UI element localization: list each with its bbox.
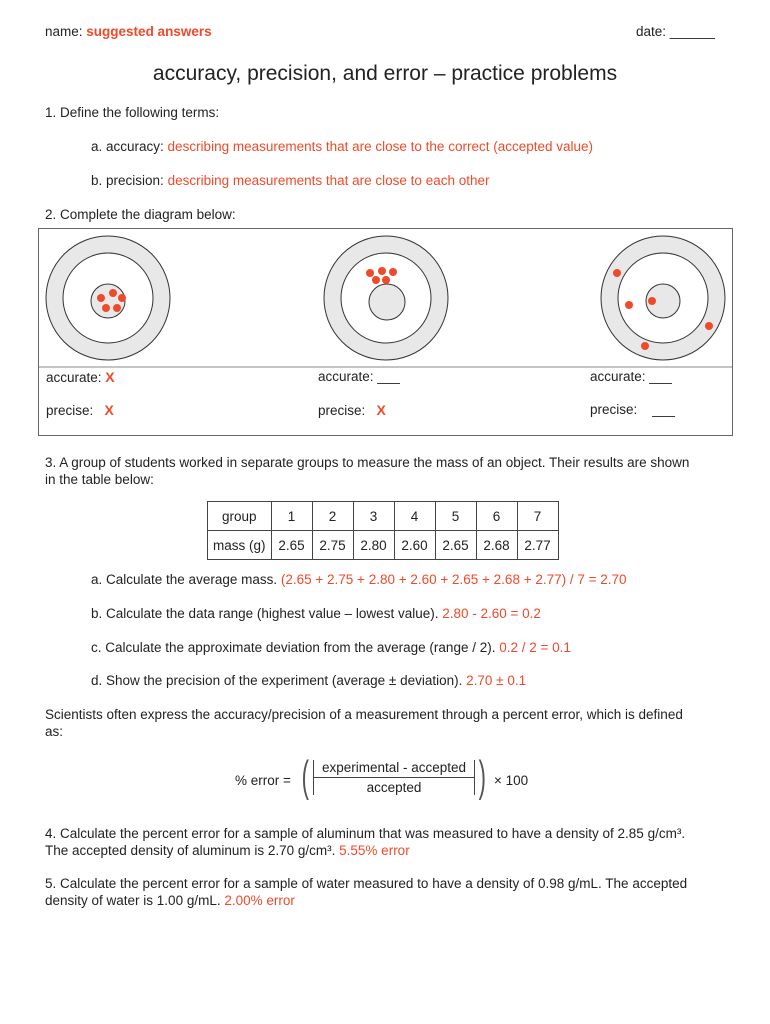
page-title: accuracy, precision, and error – practice problems (152, 62, 618, 85)
name-field (45, 24, 212, 39)
q5-answer: 2.00% error (224, 893, 295, 908)
answer-mark: X (376, 402, 386, 418)
hit-dot (113, 304, 121, 312)
q3d: d. Show the precision of the experiment (average ± deviation). 2.70 ± 0.1 (91, 673, 527, 688)
q1b-answer: describing measurements that are close to each other (167, 173, 490, 188)
table-cell: 2.65 (271, 531, 312, 560)
table-cell: 1 (271, 502, 312, 531)
q4-line-1: 4. Calculate the percent error for a sample of aluminum that was measured to have a density of 2.85 g/cm³. (45, 826, 686, 841)
hit-dot (118, 294, 126, 302)
q3-prompt-1: 3. A group of students worked in separate groups to measure the mass of an object. Their results are shown (45, 455, 690, 470)
paren-left: ( (301, 752, 309, 801)
paren-right: ) (478, 752, 486, 801)
answer-mark: X (104, 402, 114, 418)
t1-precise: precise: X (46, 402, 114, 418)
formula-lhs: % error = (235, 773, 291, 788)
hit-dot (372, 276, 380, 284)
hit-dot (648, 297, 656, 305)
hit-dot (389, 268, 397, 276)
intro-line-1: Scientists often express the accuracy/precision of a measurement through a percent error, which is defined (45, 707, 683, 722)
table-cell: 3 (353, 502, 394, 531)
q4-line-2: The accepted density of aluminum is 2.70 g/cm³. 5.55% error (45, 843, 410, 858)
q3c: c. Calculate the approximate deviation from the average (range / 2). 0.2 / 2 = 0.1 (91, 640, 571, 655)
q1a-answer: describing measurements that are close to the correct (accepted value) (167, 139, 594, 154)
q2-prompt: 2. Complete the diagram below: (45, 207, 236, 222)
q1a (91, 139, 593, 154)
table-row (208, 502, 559, 531)
q5-line-2: density of water is 1.00 g/mL. 2.00% error (45, 893, 295, 908)
hit-dot (705, 322, 713, 330)
table-cell: group (208, 502, 272, 531)
target-bullseye (369, 284, 405, 320)
hit-dot (378, 267, 386, 275)
q5-line-1: 5. Calculate the percent error for a sample of water measured to have a density of 0.98 g/mL. The accepted (45, 876, 688, 891)
t2-precise: precise: X (318, 402, 386, 418)
q1a-label: a. accuracy: (91, 139, 164, 154)
q1b (91, 173, 490, 188)
date-field: date: ______ (636, 24, 715, 39)
table-cell: 5 (435, 502, 476, 531)
q3b: b. Calculate the data range (highest value – lowest value). 2.80 - 2.60 = 0.2 (91, 606, 541, 621)
intro-line-2: as: (45, 724, 64, 739)
q1-prompt: 1. Define the following terms: (45, 105, 220, 120)
target-2 (324, 236, 448, 360)
table-cell: 2.65 (435, 531, 476, 560)
t1-accurate: accurate: X (46, 369, 115, 385)
name-value: suggested answers (86, 24, 212, 39)
table-cell: 6 (476, 502, 517, 531)
hit-dot (102, 304, 110, 312)
hit-dot (382, 276, 390, 284)
mass-table (207, 501, 559, 560)
table-row (208, 531, 559, 560)
numerator: experimental - accepted (313, 760, 475, 778)
t3-accurate: accurate: ___ (590, 369, 672, 384)
table-cell: 2 (312, 502, 353, 531)
target-diagram (38, 228, 733, 436)
table-cell: 2.80 (353, 531, 394, 560)
table-cell: 7 (517, 502, 558, 531)
formula-fraction (313, 760, 475, 795)
hit-dot (641, 342, 649, 350)
q3a: a. Calculate the average mass. (2.65 + 2.75 + 2.80 + 2.60 + 2.65 + 2.68 + 2.77) / 7 = 2.70 (91, 572, 627, 587)
answer-mark: X (105, 369, 115, 385)
table-cell: 2.75 (312, 531, 353, 560)
hit-dot (613, 269, 621, 277)
table-cell: 2.60 (394, 531, 435, 560)
formula-rhs: × 100 (494, 773, 529, 788)
table-cell: mass (g) (208, 531, 272, 560)
t3-precise: precise: ___ (590, 402, 675, 417)
table-cell: 2.68 (476, 531, 517, 560)
t2-accurate: accurate: ___ (318, 369, 400, 384)
q1b-label: b. precision: (91, 173, 164, 188)
hit-dot (97, 294, 105, 302)
target-1 (46, 236, 170, 360)
table-cell: 4 (394, 502, 435, 531)
table-cell: 2.77 (517, 531, 558, 560)
hit-dot (109, 289, 117, 297)
q3-prompt-2: in the table below: (45, 472, 154, 487)
q4-answer: 5.55% error (339, 843, 410, 858)
hit-dot (366, 269, 374, 277)
target-3 (601, 236, 725, 360)
denominator: accepted (313, 778, 475, 795)
hit-dot (625, 301, 633, 309)
name-label: name: (45, 24, 83, 39)
